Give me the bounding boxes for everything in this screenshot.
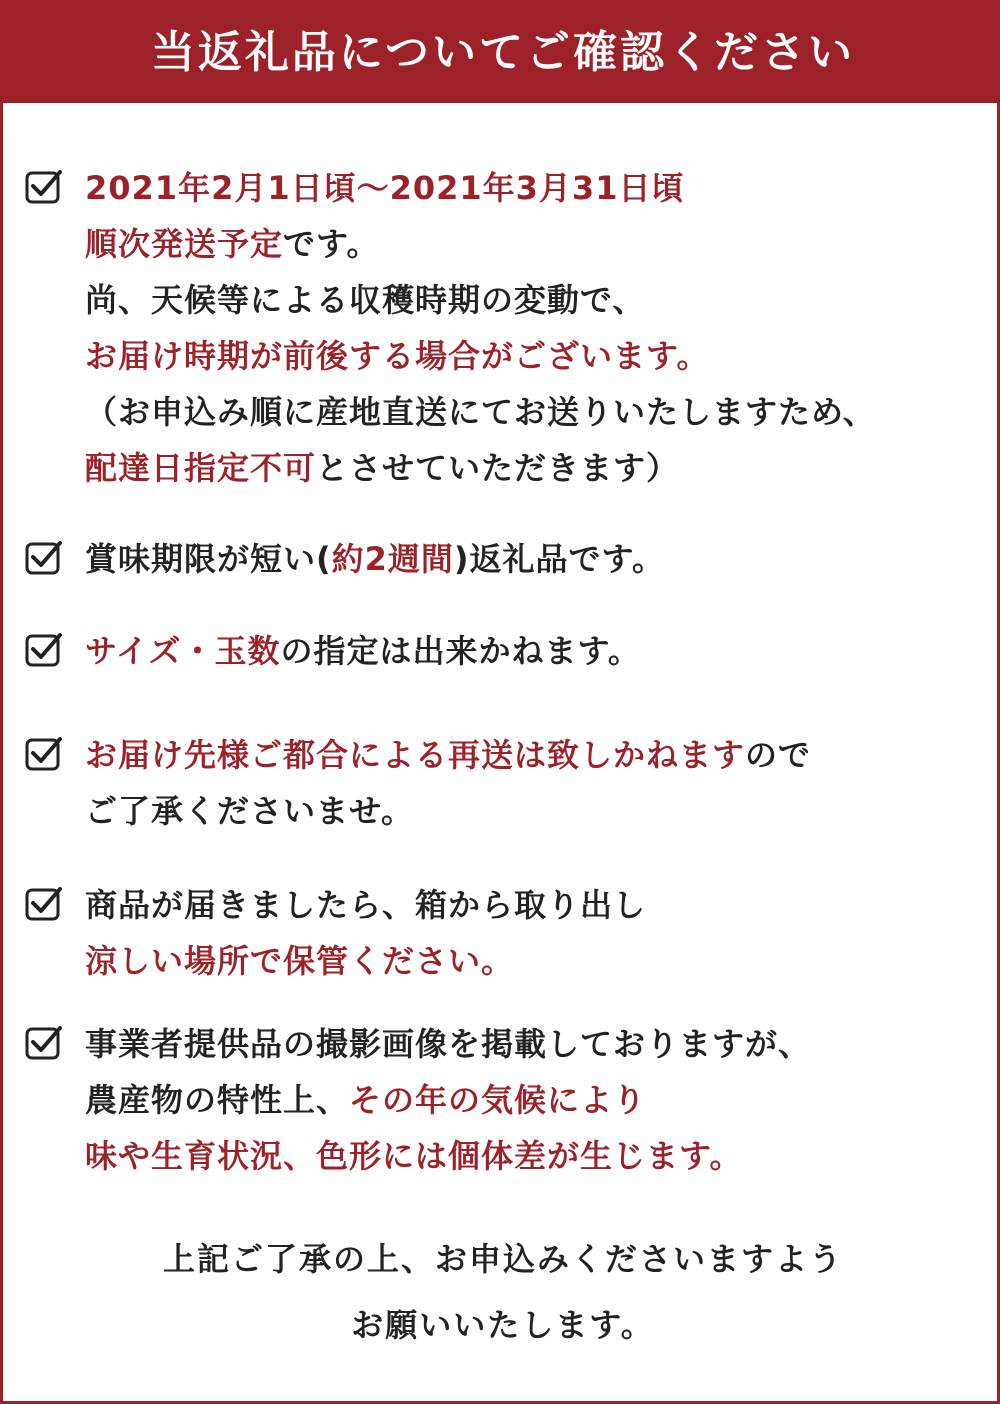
body-text: )返礼品です。 — [453, 540, 665, 578]
body-text: の指定は出来かねます。 — [280, 632, 641, 670]
notice-line — [85, 727, 990, 783]
notice-text — [85, 160, 990, 496]
notice-text — [85, 1016, 990, 1184]
notice-text — [85, 531, 990, 587]
notice-line — [85, 1128, 990, 1184]
checkbox-check-icon — [24, 1022, 64, 1062]
notice-text — [85, 877, 990, 989]
highlight-text: サイズ・玉数 — [85, 632, 281, 670]
notice-line — [85, 531, 990, 587]
notice-line — [85, 384, 990, 440]
highlight-text: お届け時期が前後する場合がございます。 — [85, 337, 710, 375]
closing-line: お願いいたします。 — [351, 1306, 655, 1344]
page-title: 当返礼品についてご確認ください — [150, 27, 856, 78]
header-banner — [3, 3, 1000, 103]
notice-line — [85, 623, 990, 679]
checkbox-check-icon — [24, 166, 64, 206]
notice-line — [85, 877, 990, 933]
checkbox-check-icon — [24, 537, 64, 577]
body-text: 農産物の特性上、 — [85, 1081, 350, 1119]
body-text: ご了承くださいませ。 — [85, 792, 415, 830]
notice-line — [85, 1072, 990, 1128]
closing-message — [3, 1231, 1000, 1353]
notice-line — [85, 440, 990, 496]
notice-line — [85, 328, 990, 384]
notice-line — [85, 1016, 990, 1072]
checkbox-check-icon — [24, 883, 64, 923]
highlight-text: 2021年2月1日頃～2021年3月31日頃 — [85, 169, 685, 207]
notice-line — [85, 160, 990, 216]
body-text: 商品が届きましたら、箱から取り出し — [85, 886, 647, 924]
highlight-text: 約2週間 — [331, 540, 454, 578]
notice-line — [85, 272, 990, 328]
checkbox-check-icon — [24, 733, 64, 773]
notice-line — [85, 933, 990, 989]
body-text: 尚、天候等による収穫時期の変動で、 — [85, 281, 646, 319]
notice-line — [85, 216, 990, 272]
highlight-text: 味や生育状況、色形には個体差が生じます。 — [85, 1137, 743, 1175]
body-text: 賞味期限が短い( — [85, 540, 332, 578]
closing-line: 上記ご了承の上、お申込みくださいますよう — [162, 1240, 843, 1278]
body-text: です。 — [283, 225, 380, 263]
body-text: とさせていただきます） — [316, 449, 680, 487]
highlight-text: 配達日指定不可 — [85, 449, 317, 487]
body-text: （お申込み順に産地直送にてお送りいたしますため、 — [85, 393, 876, 431]
highlight-text: お届け先様ご都合による再送は致しかねます — [85, 736, 746, 774]
notice-line — [85, 783, 990, 839]
body-text: ので — [745, 736, 812, 774]
body-text: 事業者提供品の撮影画像を掲載しておりますが、 — [85, 1025, 812, 1063]
notice-text — [85, 623, 990, 679]
notice-text — [85, 727, 990, 839]
highlight-text: 涼しい場所で保管ください。 — [85, 942, 515, 980]
highlight-text: その年の気候により — [349, 1081, 647, 1119]
checkbox-check-icon — [24, 629, 64, 669]
highlight-text: 順次発送予定 — [85, 225, 284, 263]
